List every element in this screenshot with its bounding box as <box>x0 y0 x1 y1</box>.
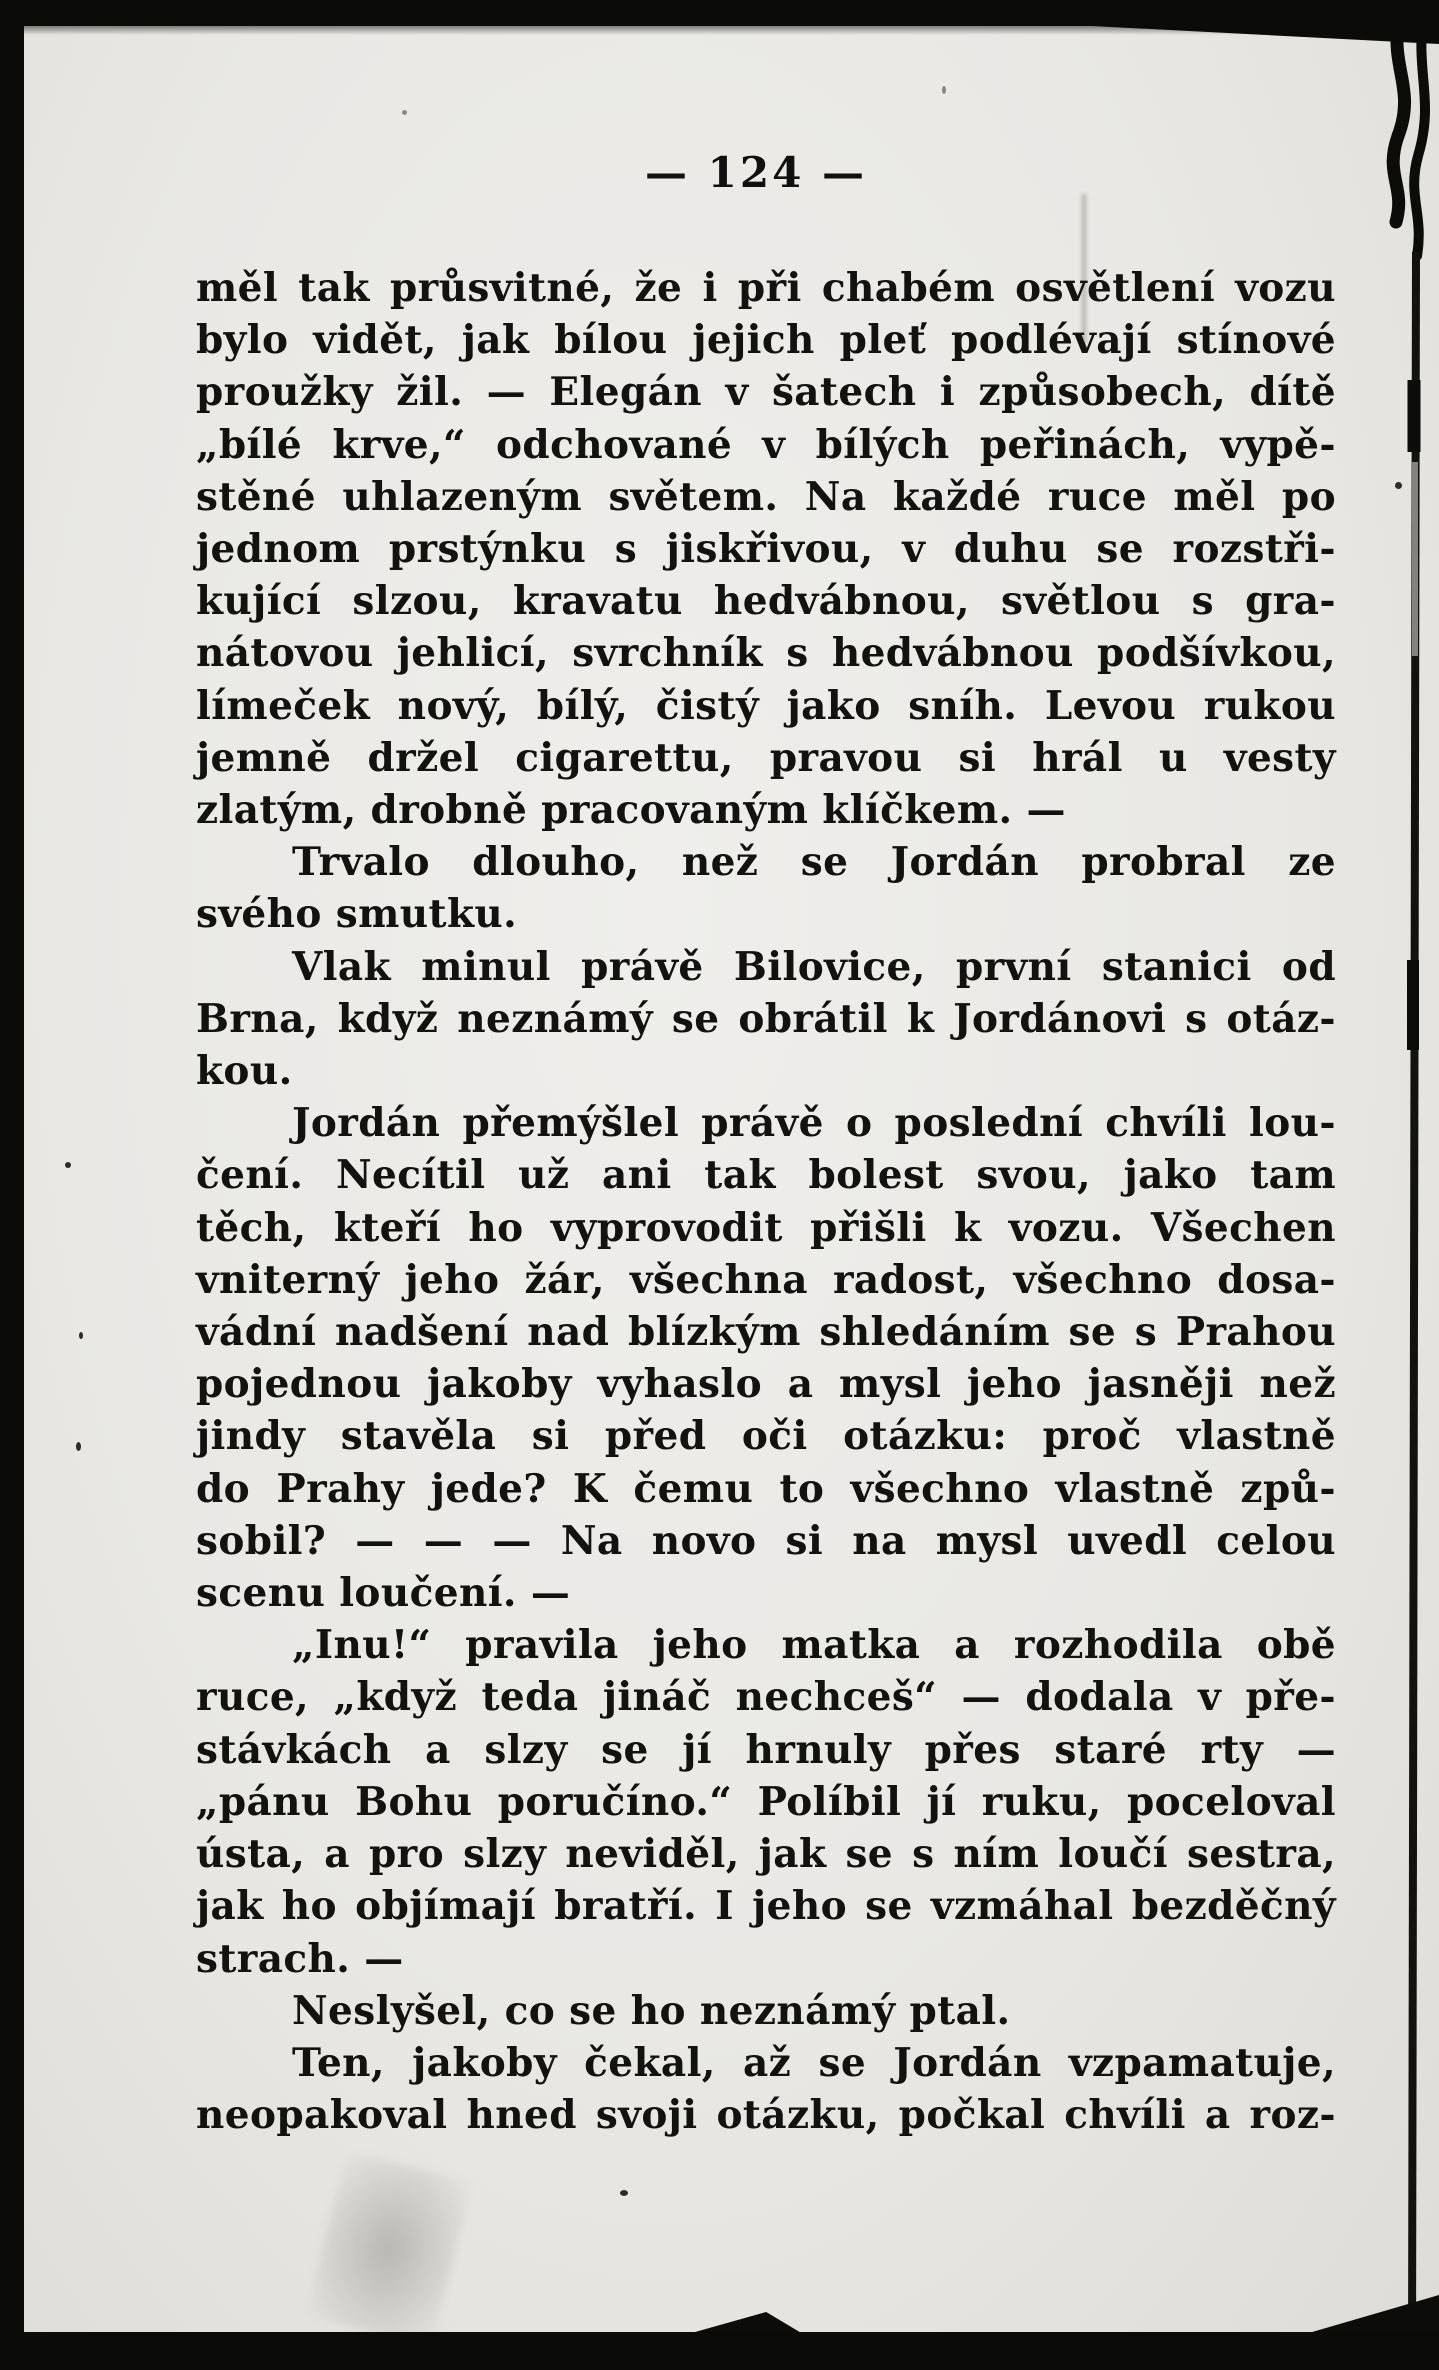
text-line: jednom prstýnku s jiskřivou, v duhu se rozstři- <box>196 526 1336 573</box>
text-line: nátovou jehlicí, svrchník s hedvábnou podšívkou, <box>196 630 1336 677</box>
text-line: čení. Necítil už ani tak bolest svou, jako tam <box>196 1152 1336 1199</box>
text-line: sobil? — — — Na novo si na mysl uvedl celou <box>196 1517 1336 1564</box>
text-line: proužky žil. — Elegán v šatech i způsobech, dítě <box>196 369 1336 416</box>
text-line: Ten, jakoby čekal, až se Jordán vzpamatuje, <box>292 2039 1336 2086</box>
scan-speck <box>620 2190 628 2196</box>
scan-border-left <box>0 0 24 2370</box>
scan-speck <box>402 110 407 115</box>
text-line: zlatým, drobně pracovaným klíčkem. — <box>196 787 1066 834</box>
text-line: Brna, když neznámý se obrátil k Jordánovi s otáz- <box>196 995 1336 1042</box>
text-line: neopakoval hned svoji otázku, počkal chvíli a roz- <box>196 2092 1336 2139</box>
text-line: „pánu Bohu poručíno.“ Políbil jí ruku, poceloval <box>196 1778 1336 1825</box>
scan-artifact-smudge <box>305 2151 472 2347</box>
text-line: svého smutku. <box>196 891 518 938</box>
body-text <box>196 262 1336 2141</box>
text-line: do Prahy jede? K čemu to všechno vlastně způ- <box>196 1465 1336 1512</box>
text-line: stěné uhlazeným světem. Na každé ruce měl po <box>196 473 1336 520</box>
text-line: Trvalo dlouho, než se Jordán probral ze <box>292 839 1336 886</box>
text-line: těch, kteří ho vyprovodit přišli k vozu. Všechen <box>196 1204 1336 1251</box>
text-line: vniterný jeho žár, všechna radost, všechno dosa- <box>196 1256 1336 1303</box>
text-line: strach. — <box>196 1935 404 1982</box>
page-edge-artifacts <box>1360 0 1439 2370</box>
scan-border-bottom <box>0 2332 1439 2370</box>
text-line: stávkách a slzy se jí hrnuly přes staré rty — <box>196 1726 1336 1773</box>
scan-speck <box>79 1332 83 1339</box>
text-line: límeček nový, bílý, čistý jako sníh. Levou rukou <box>196 682 1336 729</box>
paragraph <box>196 262 1336 836</box>
text-line: Vlak minul právě Bilovice, první stanici od <box>292 943 1336 990</box>
paragraph <box>196 1097 1336 1619</box>
text-line: „bílé krve,“ odchované v bílých peřinách, vypě- <box>196 421 1336 468</box>
scan-speck <box>942 86 946 94</box>
paragraph <box>196 941 1336 1098</box>
text-line: „Inu!“ pravila jeho matka a rozhodila obě <box>292 1622 1336 1669</box>
text-line: scenu loučení. — <box>196 1570 571 1617</box>
scan-speck <box>65 1162 71 1168</box>
text-line: jindy stavěla si před oči otázku: proč vlastně <box>196 1413 1336 1460</box>
paragraph <box>196 1619 1336 1984</box>
text-line: Jordán přemýšlel právě o poslední chvíli lou- <box>292 1100 1336 1147</box>
text-line: měl tak průsvitné, že i při chabém osvětlení vozu <box>196 265 1336 311</box>
paragraph <box>196 2037 1336 2141</box>
text-line: vádní nadšení nad blízkým shledáním se s Prahou <box>196 1309 1336 1356</box>
text-line: pojednou jakoby vyhaslo a mysl jeho jasněji než <box>196 1361 1336 1408</box>
text-line: bylo vidět, jak bílou jejich pleť podlévají stínové <box>196 317 1336 364</box>
text-line: kou. <box>196 1048 293 1095</box>
scan-speck <box>76 1442 81 1451</box>
paragraph <box>196 1985 1336 2037</box>
text-line: kující slzou, kravatu hedvábnou, světlou s gra- <box>196 578 1336 625</box>
paragraph <box>196 836 1336 940</box>
page-number: — 124 — <box>645 148 867 197</box>
text-line: ruce, „když teda jináč nechceš“ — dodala v pře- <box>196 1674 1336 1721</box>
text-line: jemně držel cigarettu, pravou si hrál u vesty <box>196 734 1336 781</box>
text-line: ústa, a pro slzy neviděl, jak se s ním loučí sestra, <box>196 1831 1336 1878</box>
text-line: jak ho objímají bratří. I jeho se vzmáhal bezděčný <box>196 1883 1336 1930</box>
text-line: Neslyšel, co se ho neznámý ptal. <box>292 1987 1011 2034</box>
